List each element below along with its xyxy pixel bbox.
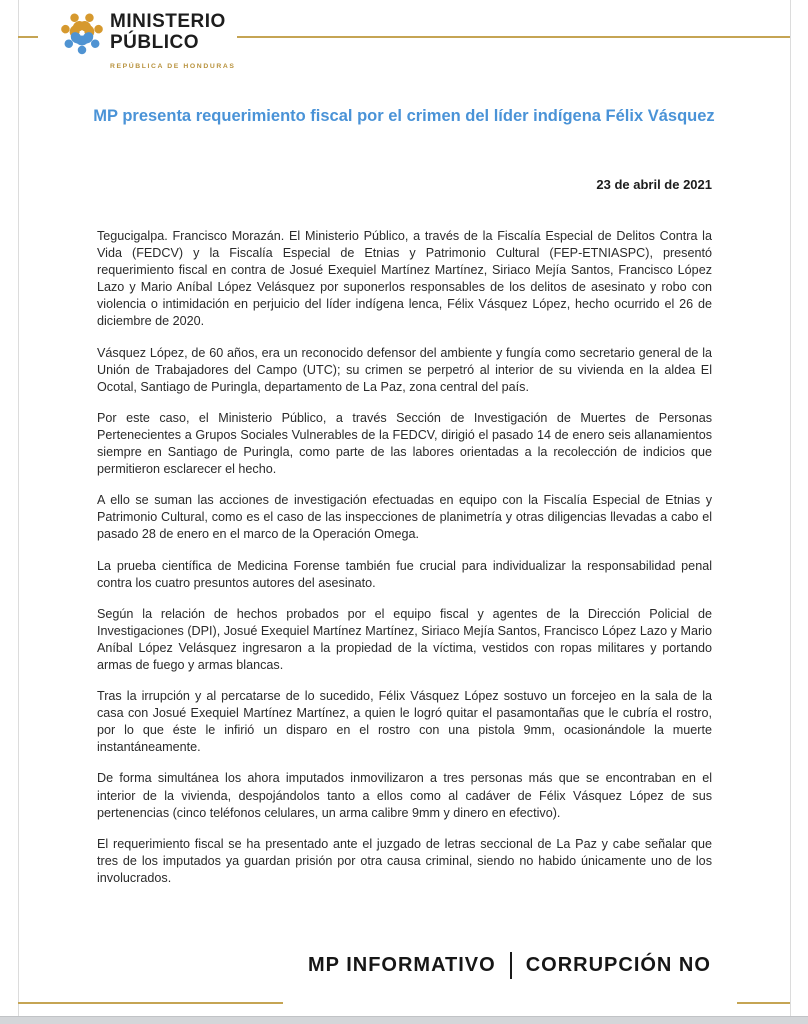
body-paragraph: El requerimiento fiscal se ha presentado ante el juzgado de letras seccional de La Paz y cabe señalar que tres de los imputados ya guardan prisión por otra causa criminal, siendo no habido únicamente uno de los involucrados. bbox=[97, 836, 712, 885]
article-body bbox=[97, 228, 712, 901]
body-paragraph: Según la relación de hechos probados por el equipo fiscal y agentes de la Dirección Policial de Investigaciones (DPI), Josué Exequiel Martínez Martínez, Siriaco Mejía Santos, Francisco López Lazo y Mario Aníbal López Velásquez ingresaron a la propiedad de la víctima, vestidos con ropas militares y portando armas de fuego y armas blancas. bbox=[97, 606, 712, 672]
footer-banner bbox=[308, 952, 711, 979]
header-gold-line-left bbox=[18, 36, 38, 38]
article-date: 23 de abril de 2021 bbox=[596, 177, 712, 192]
page-right-border bbox=[790, 0, 791, 1016]
page-left-border bbox=[18, 0, 19, 1016]
logo-name-line2: PÚBLICO bbox=[110, 32, 199, 53]
logo-name-line1: MINISTERIO bbox=[110, 11, 226, 32]
ministerio-publico-logo-icon bbox=[57, 8, 107, 58]
body-paragraph: De forma simultánea los ahora imputados inmovilizaron a tres personas más que se encontraban en el interior de la vivienda, despojándolos tanto a ellos como al cadáver de Félix Vásquez López de sus pertenencias (cinco teléfonos celulares, un arma calibre 9mm y dinero en efectivo). bbox=[97, 771, 712, 820]
footer-right-label: CORRUPCIÓN NO bbox=[525, 954, 711, 976]
body-paragraph: A ello se suman las acciones de investigación efectuadas en equipo con la Fiscalía Especial de Etnias y Patrimonio Cultural, como es el caso de las inspecciones de planimetría y otras diligencias llevadas a cabo el pasado 28 de enero en el marco de la Operación Omega. bbox=[97, 493, 712, 542]
body-paragraph: Por este caso, el Ministerio Público, a través Sección de Investigación de Muertes de Personas Pertenecientes a Grupos Sociales Vulnerables de la FEDCV, dirigió el pasado 14 de enero seis allanamientos siempre en Santiago de Puringla, como parte de las labores orientadas a la recolección de indicios que permitieron esclarecer el hecho. bbox=[97, 410, 712, 477]
article-title: MP presenta requerimiento fiscal por el crimen del líder indígena Félix Vásquez bbox=[93, 107, 715, 125]
page-bottom-edge bbox=[0, 1016, 808, 1024]
body-paragraph: Vásquez López, de 60 años, era un reconocido defensor del ambiente y fungía como secretario general de la Unión de Trabajadores del Campo (UTC); su crimen se perpetró al interior de su vivienda en la aldea El Ocotal, Santiago de Puringla, departamento de La Paz, zona central del país. bbox=[97, 345, 712, 394]
body-paragraph: Tegucigalpa. Francisco Morazán. El Ministerio Público, a través de la Fiscalía Especial de Delitos Contra la Vida (FEDCV) y la Fiscalía Especial de Etnias y Patrimonio Cultural (FEP-ETNIASPC), presentó requerimiento fiscal en contra de Josué Exequiel Martínez Martínez, Siriaco Mejía Santos, Francisco López Lazo y Mario Aníbal López Velásquez por suponerlos responsables de los delitos de asesinato y robo con violencia o intimidación en perjuicio del líder indígena lenca, Félix Vásquez López, hecho ocurrido el 26 de diciembre de 2020. bbox=[97, 229, 712, 329]
footer-gold-line-left bbox=[18, 1002, 283, 1004]
footer-separator-bar bbox=[510, 952, 512, 979]
footer-left-label: MP INFORMATIVO bbox=[308, 954, 496, 976]
logo-wordmark bbox=[110, 11, 236, 77]
logo-subtitle: REPÚBLICA DE HONDURAS bbox=[110, 63, 236, 70]
footer-gold-line-right bbox=[737, 1002, 790, 1004]
body-paragraph: La prueba científica de Medicina Forense también fue crucial para individualizar la responsabilidad penal contra los cuatro presuntos autores del asesinato. bbox=[97, 558, 712, 590]
header-gold-line-right bbox=[237, 36, 790, 38]
body-paragraph: Tras la irrupción y al percatarse de lo sucedido, Félix Vásquez López sostuvo un forcejeo en la sala de la casa con Josué Exequiel Martínez Martínez, a quien le logró quitar el pasamontañas que le cubría el rostro, por lo que éste le infirió un disparo en el rostro con una pistola 9mm, ocasionándole la muerte instantáneamente. bbox=[97, 689, 712, 755]
